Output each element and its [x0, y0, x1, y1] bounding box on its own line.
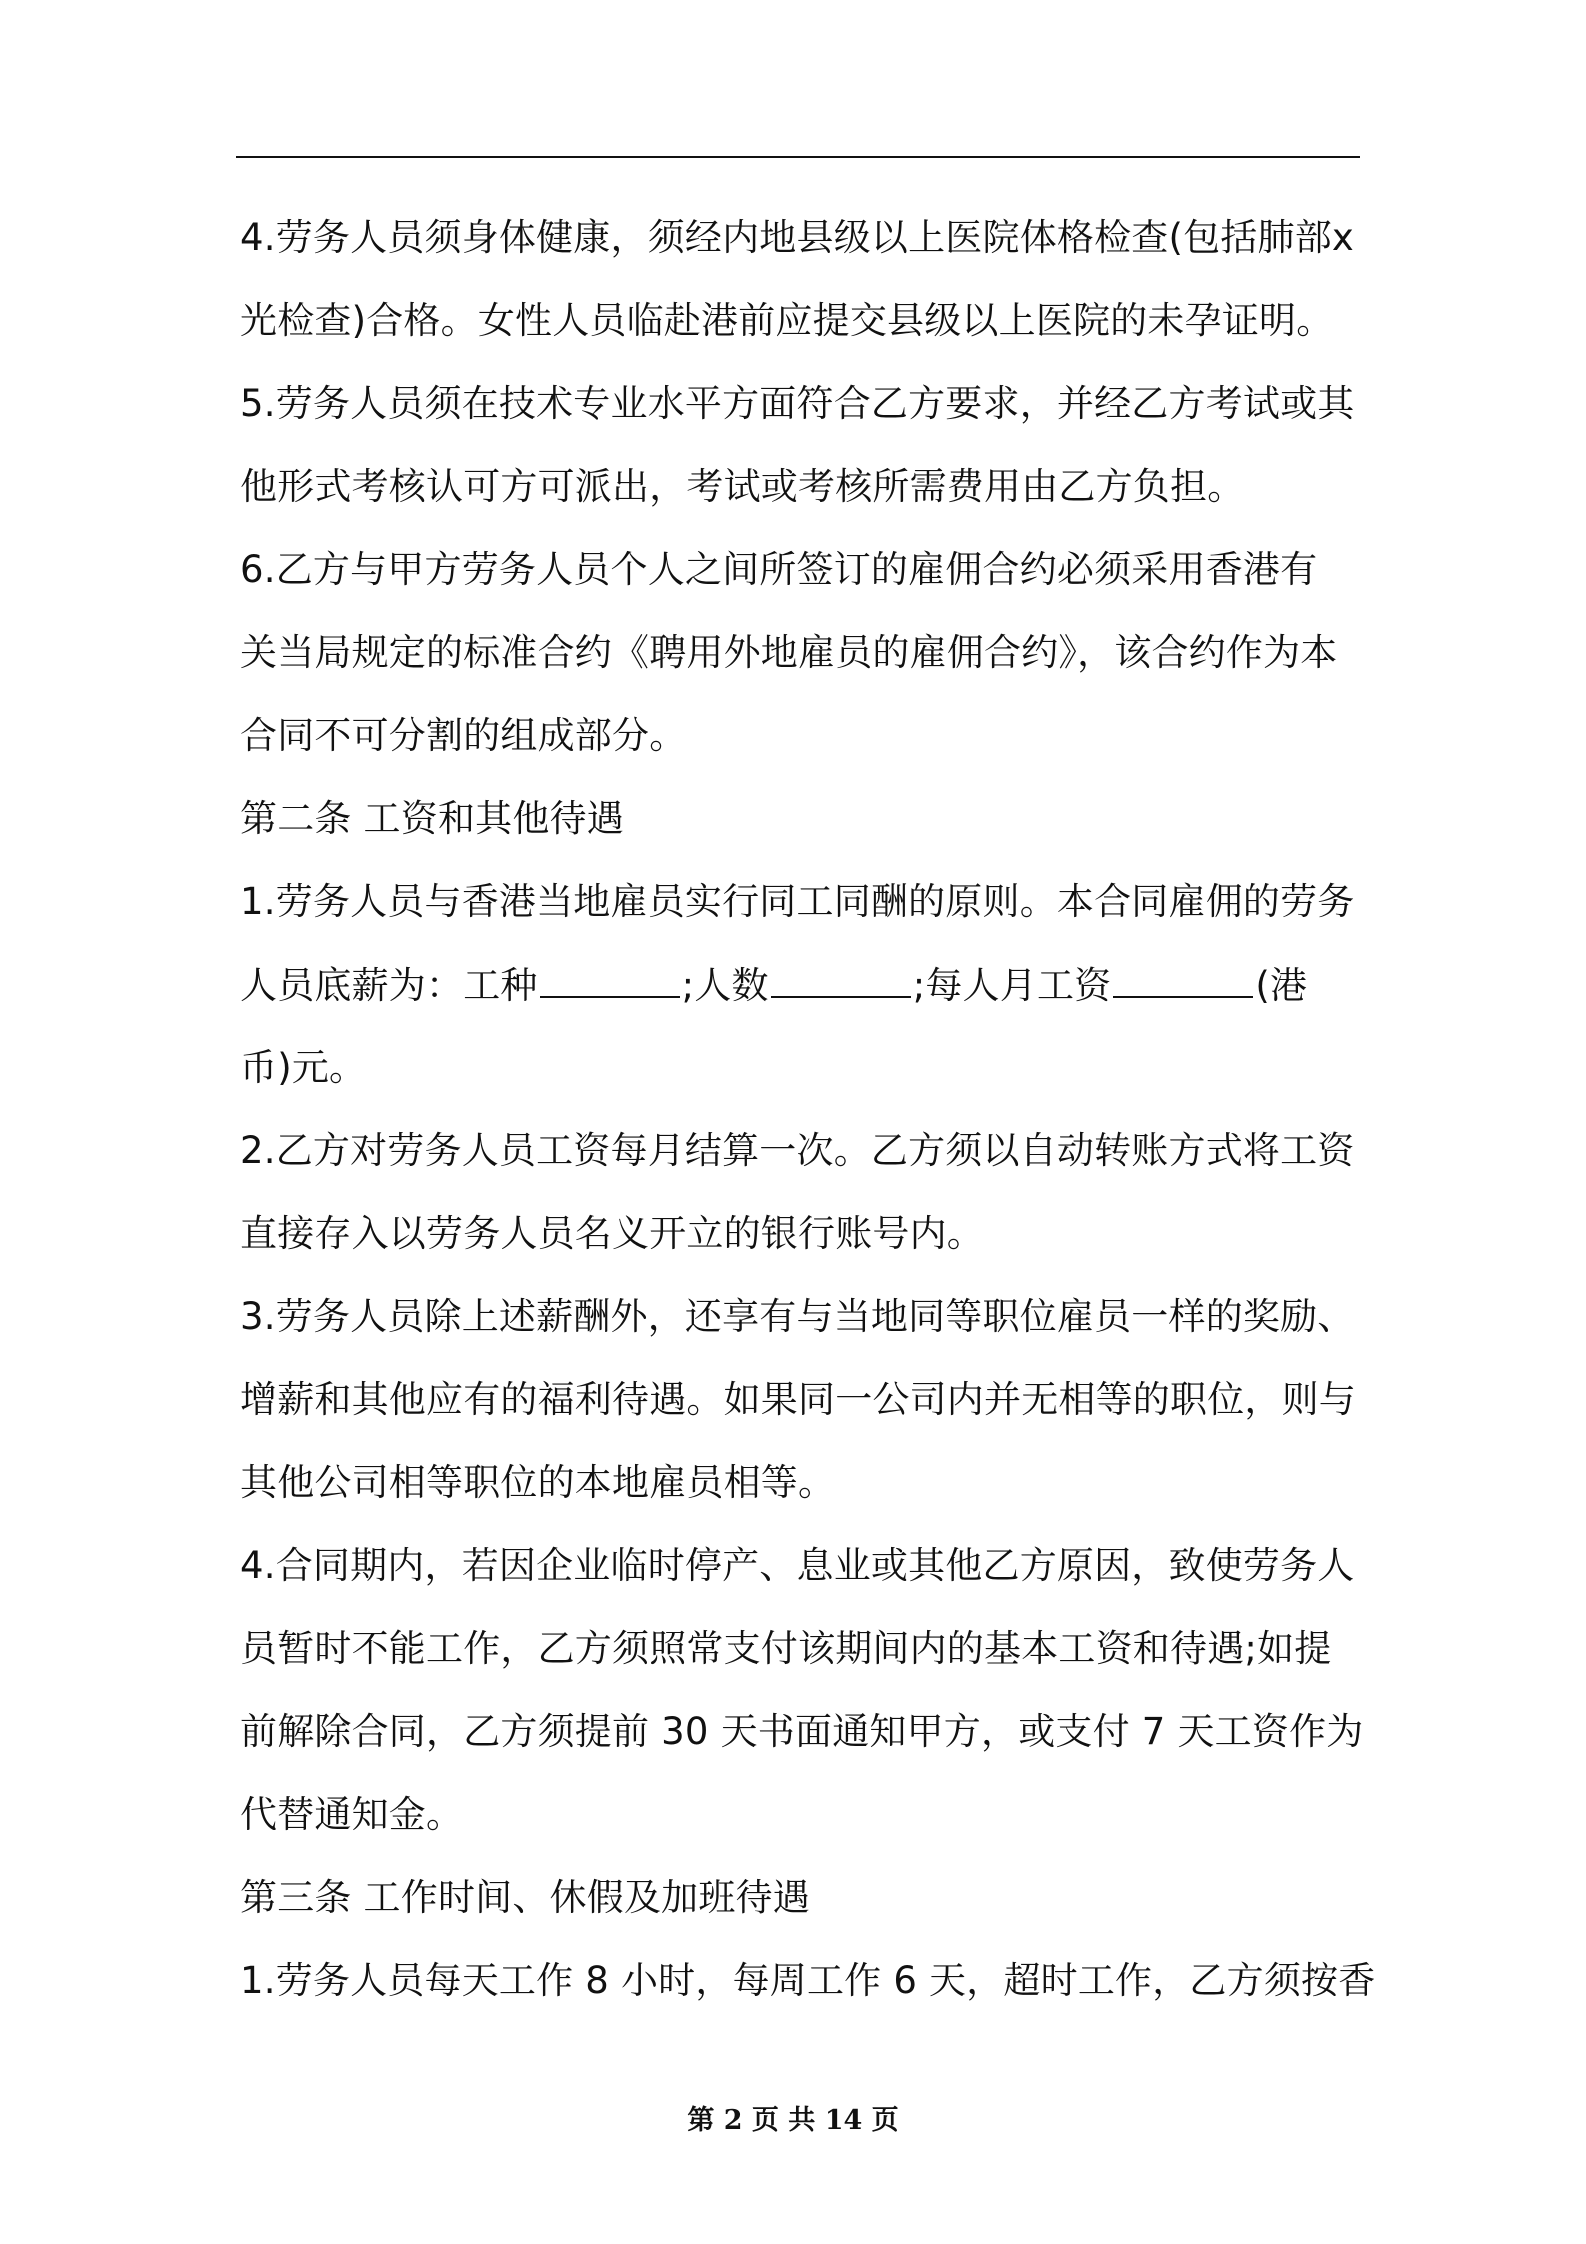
- blank-monthly-wage: [1113, 962, 1253, 998]
- text-line: 合同不可分割的组成部分。: [240, 714, 687, 757]
- text-line: 员暂时不能工作，乙方须照常支付该期间内的基本工资和待遇;如提: [240, 1627, 1332, 1670]
- text-line: 4.合同期内，若因企业临时停产、息业或其他乙方原因，致使劳务人: [240, 1544, 1355, 1587]
- header-rule: [236, 156, 1360, 158]
- salary-text-3: ;每人月工资: [912, 964, 1112, 1007]
- text-line: 光检查)合格。女性人员临赴港前应提交县级以上医院的未孕证明。: [240, 299, 1334, 342]
- text-line: 其他公司相等职位的本地雇员相等。: [240, 1461, 836, 1504]
- text-line: 前解除合同，乙方须提前 30 天书面通知甲方，或支付 7 天工资作为: [240, 1710, 1364, 1753]
- text-line: 代替通知金。: [240, 1793, 464, 1836]
- text-line: 1.劳务人员每天工作 8 小时，每周工作 6 天，超时工作，乙方须按香: [240, 1959, 1376, 2002]
- text-line: 4.劳务人员须身体健康，须经内地县级以上医院体格检查(包括肺部x: [240, 216, 1355, 259]
- text-line: 币)元。: [240, 1046, 367, 1089]
- salary-text-2: ;人数: [681, 964, 769, 1007]
- text-line: 5.劳务人员须在技术专业水平方面符合乙方要求，并经乙方考试或其: [240, 382, 1355, 425]
- blank-headcount: [771, 962, 911, 998]
- section-heading: 第三条 工作时间、休假及加班待遇: [240, 1876, 810, 1919]
- text-line: 3.劳务人员除上述薪酬外，还享有与当地同等职位雇员一样的奖励、: [240, 1295, 1355, 1338]
- salary-text-4: (港: [1255, 964, 1308, 1007]
- blank-job-type: [540, 962, 680, 998]
- text-line: 直接存入以劳务人员名义开立的银行账号内。: [240, 1212, 984, 1255]
- section-heading: 第二条 工资和其他待遇: [240, 797, 624, 840]
- text-line: 他形式考核认可方可派出，考试或考核所需费用由乙方负担。: [240, 465, 1245, 508]
- salary-text-1: 人员底薪为：工种: [240, 964, 538, 1007]
- text-line: 关当局规定的标准合约《聘用外地雇员的雇佣合约》，该合约作为本: [240, 631, 1338, 674]
- salary-line: [240, 962, 1307, 1009]
- text-line: 6.乙方与甲方劳务人员个人之间所签订的雇佣合约必须采用香港有: [240, 548, 1318, 591]
- text-line: 1.劳务人员与香港当地雇员实行同工同酬的原则。本合同雇佣的劳务: [240, 880, 1355, 923]
- page-number-footer: 第 2 页 共 14 页: [687, 2105, 899, 2136]
- text-line: 2.乙方对劳务人员工资每月结算一次。乙方须以自动转账方式将工资: [240, 1129, 1355, 1172]
- text-line: 增薪和其他应有的福利待遇。如果同一公司内并无相等的职位，则与: [240, 1378, 1356, 1421]
